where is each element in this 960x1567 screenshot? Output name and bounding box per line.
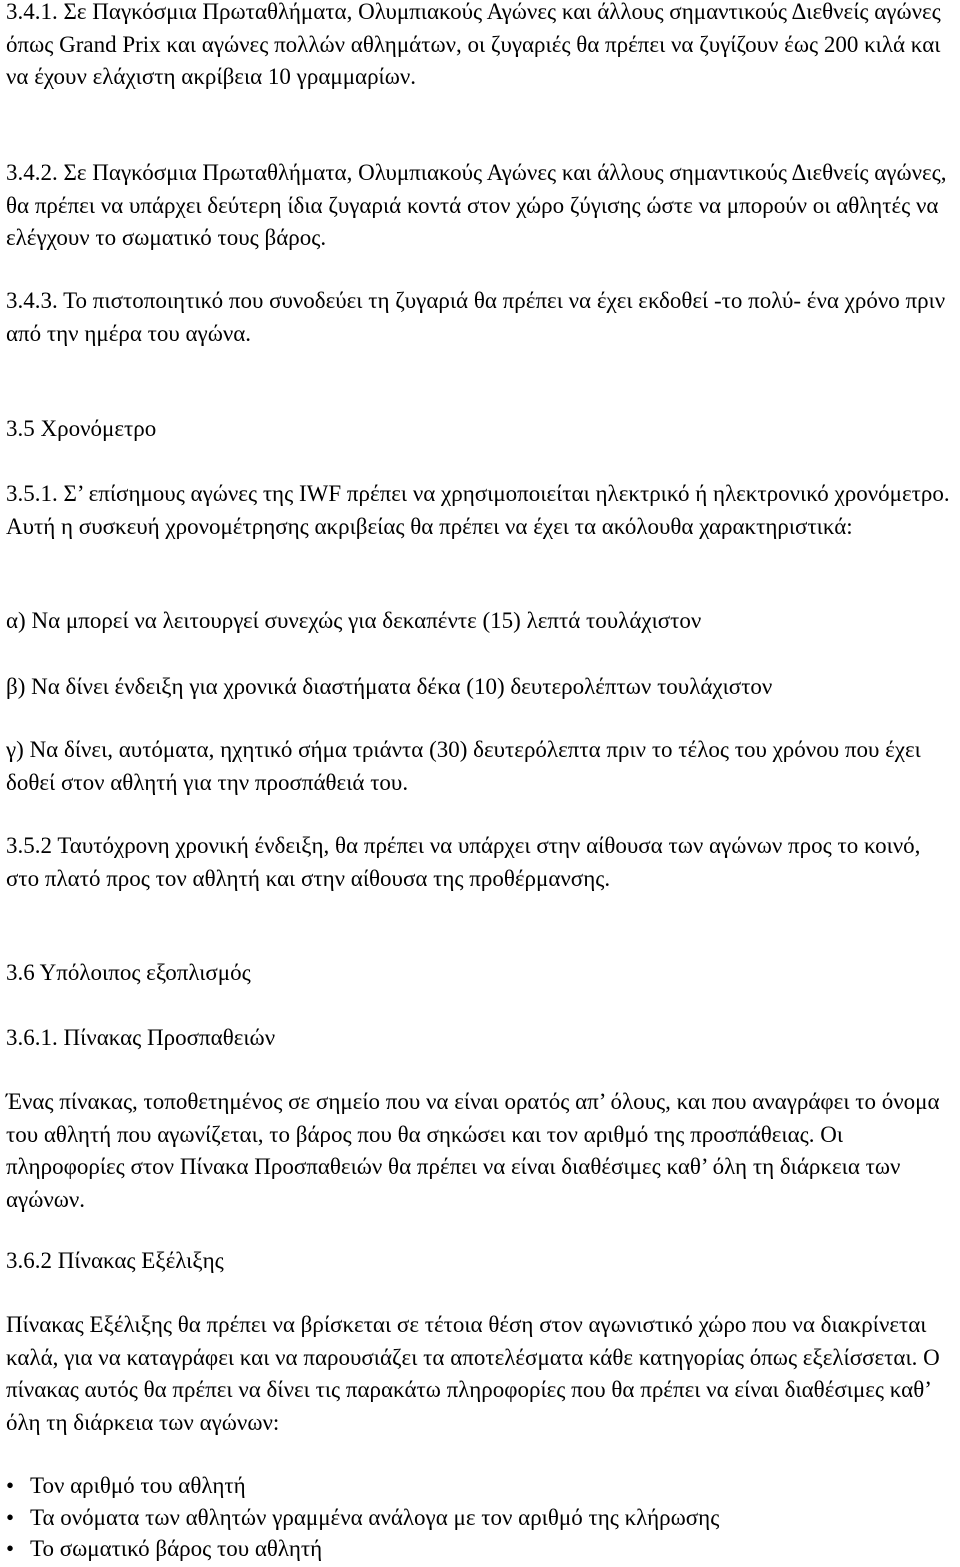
list-item — [6, 1502, 954, 1534]
heading-3-6-2 — [6, 1245, 954, 1278]
list-item-text: Τον αριθμό του αθλητή — [30, 1473, 246, 1498]
heading-3-6-1-text: 3.6.1. Πίνακας Προσπαθειών — [6, 1025, 276, 1050]
section-3-4-2 — [6, 157, 954, 255]
heading-3-6 — [6, 957, 954, 990]
bullet-dot: • — [6, 1473, 15, 1498]
bullet-dot: • — [6, 1504, 15, 1530]
heading-3-5-text: 3.5 Χρονόμετρο — [6, 416, 157, 441]
paragraph-3-4-2: 3.4.2. Σε Παγκόσμια Πρωταθλήματα, Ολυμπιακούς Αγώνες και άλλους σημαντικούς Διεθνείς αγώνες, θα πρέπει να υπάρχει δεύτερη ίδια ζυγαριά κοντά στον χώρο ζύγισης ώστε να μπορούν οι αθλητές να ελέγχουν το σωματικό τους βάρος. — [6, 160, 947, 250]
item-c-text: γ) Να δίνει, αυτόματα, ηχητικό σήμα τριάντα (30) δευτερόλεπτα πριν το τέλος του χρόνου που έχει δοθεί στον αθλητή για την προσπάθειά του. — [6, 737, 921, 795]
paragraph-3-6-1: Ένας πίνακας, τοποθετημένος σε σημείο που να είναι ορατός απ’ όλους, και που αναγράφει το όνομα του αθλητή που αγωνίζεται, το βάρος που θα σηκώσει και τον αριθμό της προσπάθειας. Οι πληροφορίες στον Πίνακα Προσπαθειών θα πρέπει να είναι διαθέσιμες καθ’ όλη τη διάρκεια των αγώνων. — [6, 1089, 940, 1212]
section-3-4-1 — [6, 0, 954, 94]
heading-3-6-text: 3.6 Υπόλοιπος εξοπλισμός — [6, 960, 251, 985]
item-a-text: α) Να μπορεί να λειτουργεί συνεχώς για δεκαπέντε (15) λεπτά τουλάχιστον — [6, 608, 702, 633]
item-b-text: β) Να δίνει ένδειξη για χρονικά διαστήματα δέκα (10) δευτερολέπτων τουλάχιστον — [6, 674, 773, 699]
bullet-list — [6, 1470, 954, 1565]
paragraph-3-5-1: 3.5.1. Σ’ επίσημους αγώνες της IWF πρέπει να χρησιμοποιείται ηλεκτρικό ή ηλεκτρονικό χρονόμετρο. Αυτή η συσκευή χρονομέτρησης ακριβείας θα πρέπει να έχει τα ακόλουθα χαρακτηριστικά: — [6, 481, 950, 539]
paragraph-3-4-1: 3.4.1. Σε Παγκόσμια Πρωταθλήματα, Ολυμπιακούς Αγώνες και άλλους σημαντικούς Διεθνείς αγώνες όπως Grand Prix και αγώνες πολλών αθλημάτων, οι ζυγαριές θα πρέπει να ζυγίζουν έως 200 κιλά και να έχουν ελάχιστη ακρίβεια 10 γραμμαρίων. — [6, 0, 941, 89]
list-item-text: Το σωματικό βάρος του αθλητή — [30, 1536, 323, 1561]
heading-3-5 — [6, 413, 954, 446]
heading-3-6-1 — [6, 1022, 954, 1055]
list-item — [6, 1533, 954, 1565]
section-3-4-3 — [6, 285, 954, 350]
section-3-5-2 — [6, 830, 954, 895]
item-c — [6, 734, 954, 799]
section-3-6-1 — [6, 1086, 954, 1216]
item-b — [6, 671, 954, 704]
heading-3-6-2-text: 3.6.2 Πίνακας Εξέλιξης — [6, 1248, 224, 1273]
section-3-6-2 — [6, 1309, 954, 1439]
paragraph-3-6-2: Πίνακας Εξέλιξης θα πρέπει να βρίσκεται σε τέτοια θέση στον αγωνιστικό χώρο που να διακρίνεται καλά, για να καταγράφει και να παρουσιάζει τα αποτελέσματα κάθε κατηγορίας όπως εξελίσσεται. Ο πίνακας αυτός θα πρέπει να δίνει τις παρακάτω πληροφορίες που θα πρέπει να είναι διαθέσιμες καθ’ όλη τη διάρκεια των αγώνων: — [6, 1312, 940, 1435]
paragraph-3-5-2: 3.5.2 Ταυτόχρονη χρονική ένδειξη, θα πρέπει να υπάρχει στην αίθουσα των αγώνων προς το κοινό, στο πλατό προς τον αθλητή και στην αίθουσα της προθέρμανσης. — [6, 833, 921, 891]
list-item-text: Τα ονόματα των αθλητών γραμμένα ανάλογα με τον αριθμό της κλήρωσης — [30, 1504, 720, 1530]
list-item — [6, 1470, 954, 1502]
section-3-5-1 — [6, 478, 954, 543]
paragraph-3-4-3: 3.4.3. Το πιστοποιητικό που συνοδεύει τη ζυγαριά θα πρέπει να έχει εκδοθεί -το πολύ- ένα χρόνο πριν από την ημέρα του αγώνα. — [6, 288, 946, 346]
item-a — [6, 605, 954, 638]
bullet-dot: • — [6, 1536, 15, 1561]
